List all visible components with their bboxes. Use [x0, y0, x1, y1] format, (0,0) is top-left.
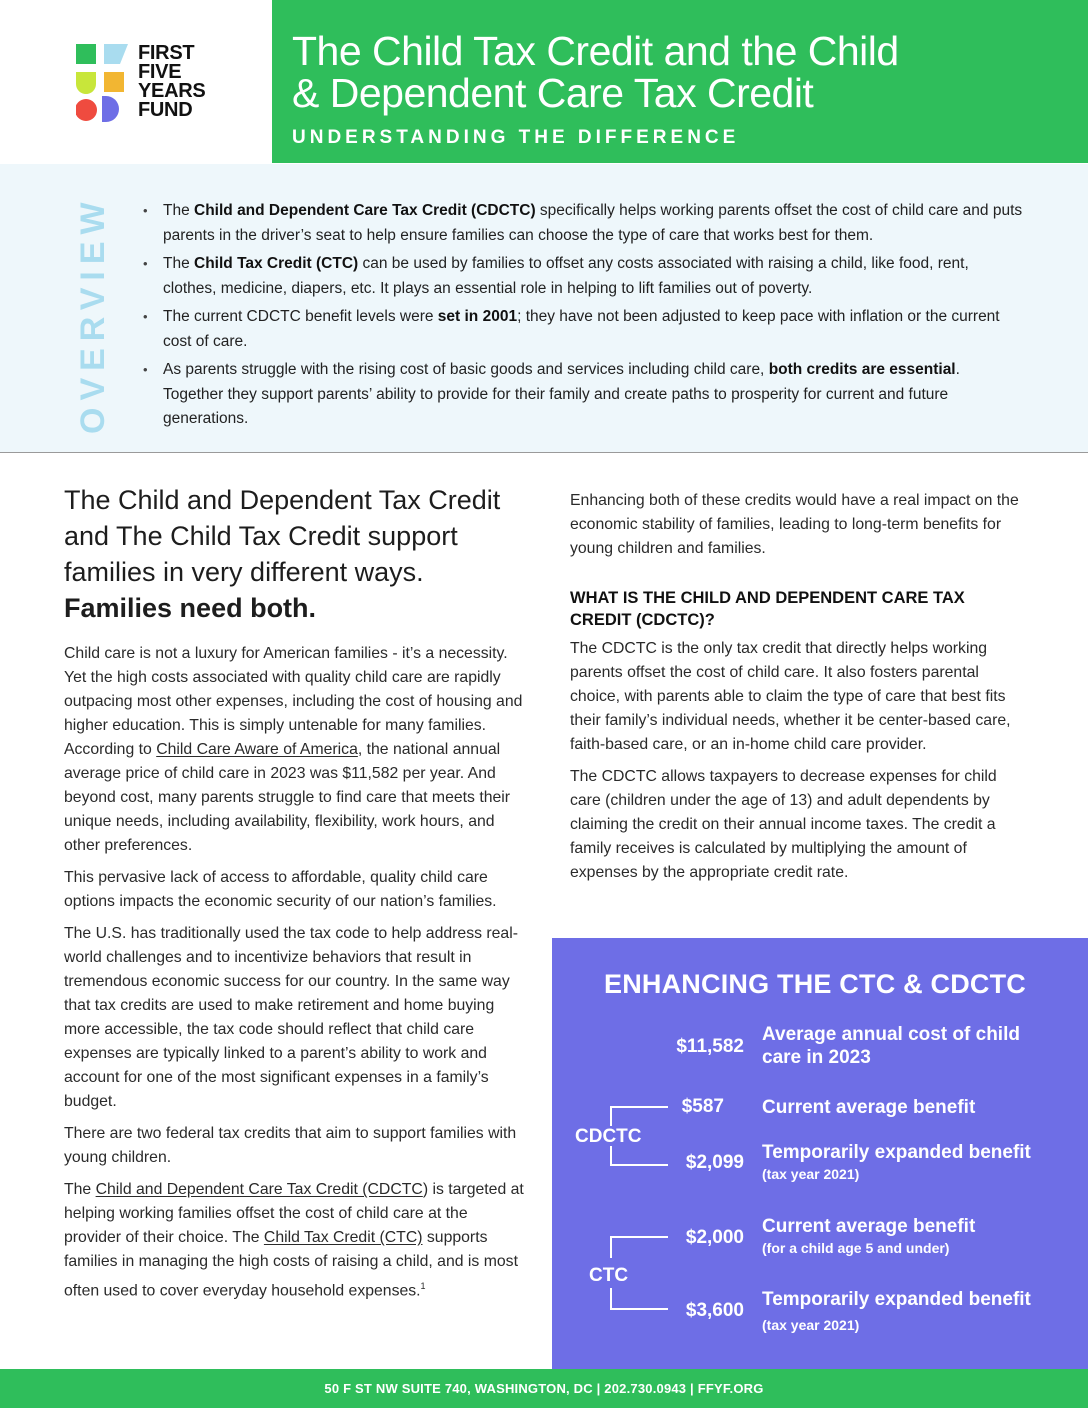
paragraph: The Child and Dependent Care Tax Credit (CDCTC) is targeted at helping working families offset the cost of child care at the provider of their choice. The Child Tax Credit (CTC) supports families in managing the high costs of raising a child, and is most often used to cover everyday household expenses.$^1$: [64, 1181, 524, 1300]
paragraph: Enhancing both of these credits would have a real impact on the economic stability of families, leading to long-term benefits for young children and families.: [570, 492, 1019, 557]
footer-contact: 50 F ST NW SUITE 740, WASHINGTON, DC | 202.730.0943 | FFYF.ORG: [324, 1381, 764, 1396]
overview-bullet: • The Child Tax Credit (CTC) can be used by families to offset any costs associated with raising a child, like food, rent, clothes, medicine, diapers, etc. It plays an essential role in helping to lift families out of poverty.: [143, 252, 1023, 301]
cdctc-expanded-amount: $2,099: [685, 1152, 744, 1173]
ctc-link[interactable]: Child Tax Credit (CTC): [263, 1229, 423, 1246]
overview-list: [143, 199, 1023, 436]
ctc-label: CTC: [589, 1265, 629, 1286]
page-title: The Child Tax Credit and the Child & Dependent Care Tax Credit: [292, 28, 899, 116]
section-heading: WHAT IS THE CHILD AND DEPENDENT CARE TAX CREDIT (CDCTC)?: [570, 589, 965, 629]
ctc-current-description: Current average benefit (for a child age 5 and under): [762, 1215, 1062, 1258]
overview-label: OVERVIEW: [74, 195, 112, 434]
box-title: ENHANCING THE CTC & CDCTC: [604, 969, 1026, 999]
cdctc-label: CDCTC: [575, 1126, 642, 1147]
overview-bullet: • As parents struggle with the rising cost of basic goods and services including child care, both credits are essential. Together they support parents’ ability to provide for their family and create paths to prosperity for current and future generations.: [143, 358, 1023, 432]
cdctc-bracket-line: [610, 1146, 612, 1166]
logo: [0, 0, 272, 163]
paragraph: This pervasive lack of access to affordable, quality child care options impacts the economic security of our nation’s families.: [64, 869, 497, 910]
left-column: [64, 642, 524, 1311]
child-care-aware-link[interactable]: Child Care Aware of America: [156, 741, 358, 758]
title-band: [272, 0, 1088, 163]
cdctc-current-amount: $587: [681, 1096, 724, 1117]
logo-mark-icon: [76, 44, 128, 122]
paragraph: The U.S. has traditionally used the tax code to help address real-world challenges and to incentivize behaviors that result in tremendous economic success for our country. In the same way that tax credits are used to make retirement and home buying more accessible, the tax code should reflect that child care expenses are typically linked to a parent’s ability to work and account for one of the most significant expenses in a family’s budget.: [64, 925, 518, 1110]
paragraph: Child care is not a luxury for American families - it’s a necessity. Yet the high costs associated with quality child care are rapidly outpacing most other expenses, including the cost of housing and higher education. This is simply untenable for many families. According to Child Care Aware of America, the national annual average price of child care in 2023 was $11,582 per year. And beyond cost, many parents struggle to find care that meets their unique needs, including availability, flexibility, work hours, and other preferences.: [64, 645, 523, 854]
page-header: [0, 0, 1088, 163]
right-column: [570, 489, 1030, 893]
cdctc-link[interactable]: Child and Dependent Care Tax Credit (CDCTC: [95, 1181, 423, 1198]
footnote-marker: 1: [420, 1281, 426, 1291]
cdctc-current-description: Current average benefit: [762, 1097, 976, 1118]
ctc-expanded-amount: $3,600: [685, 1300, 744, 1321]
ctc-bracket-line: [610, 1236, 612, 1258]
ctc-bracket-line: [610, 1288, 612, 1310]
lead-statement: The Child and Dependent Tax Credit and The Child Tax Credit support families in very different ways. Families need both.: [64, 485, 501, 623]
enhancing-credits-box: [552, 938, 1088, 1370]
paragraph: The CDCTC is the only tax credit that directly helps working parents offset the cost of child care. It also fosters parental choice, with parents able to claim the type of care that best fits their family’s individual needs, whether it be center-based care, faith-based care, or an in-home child care provider.: [570, 640, 1011, 753]
cost-description: Average annual cost of child care in 2023: [762, 1024, 1020, 1068]
ctc-expanded-note: (tax year 2021): [762, 1317, 860, 1333]
lead-emphasis: Families need both.: [64, 593, 317, 623]
page-footer: [0, 1369, 1088, 1408]
cdctc-expanded-note: (tax year 2021): [762, 1166, 860, 1182]
ctc-current-note: (for a child age 5 and under): [762, 1240, 950, 1256]
page-subtitle: UNDERSTANDING THE DIFFERENCE: [292, 127, 740, 148]
ctc-current-amount: $2,000: [685, 1227, 744, 1248]
cost-amount: $11,582: [676, 1036, 744, 1057]
cdctc-expanded-description: Temporarily expanded benefit (tax year 2021): [762, 1141, 1062, 1184]
ctc-expanded-description: Temporarily expanded benefit (tax year 2021): [762, 1288, 1062, 1335]
logo-wordmark: FIRST FIVE YEARS FUND: [138, 42, 206, 121]
overview-bullet: • The current CDCTC benefit levels were set in 2001; they have not been adjusted to keep pace with inflation or the current cost of care.: [143, 305, 1023, 354]
overview-bullet: • The Child and Dependent Care Tax Credit (CDCTC) specifically helps working parents offset the cost of child care and puts parents in the driver’s seat to help ensure families can choose the type of care that works best for them.: [143, 199, 1023, 248]
paragraph: There are two federal tax credits that aim to support families with young children.: [64, 1125, 517, 1166]
paragraph: The CDCTC allows taxpayers to decrease expenses for child care (children under the age of 13) and adult dependents by claiming the credit on their annual income taxes. The credit a family receives is calculated by multiplying the amount of expenses by the appropriate credit rate.: [570, 768, 997, 881]
